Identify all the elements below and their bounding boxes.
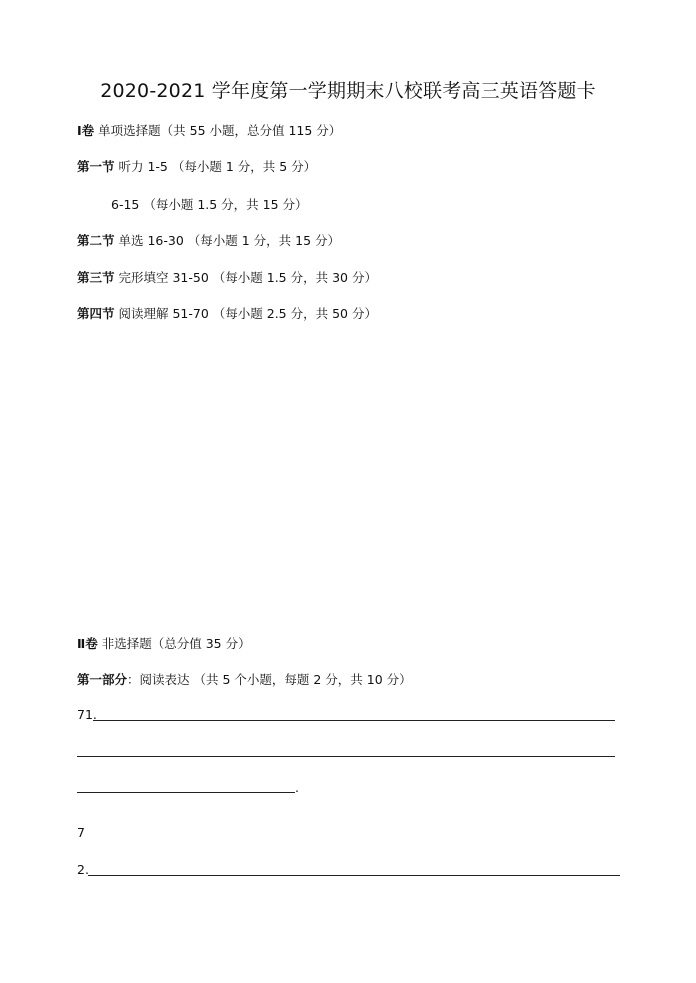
part1-text: 听力 1-5 （每小题 1 分，共 5 分）	[118, 159, 317, 174]
part3-label: 第三节	[77, 270, 115, 285]
section1-heading	[77, 121, 341, 139]
part4-text: 阅读理解 51-70 （每小题 2.5 分，共 50 分）	[118, 306, 377, 321]
q71-answer-line-3[interactable]	[77, 792, 295, 793]
section2-part1-text: ：阅读表达 （共 5 个小题，每题 2 分，共 10 分）	[127, 672, 412, 687]
q71-label: 71.	[77, 707, 97, 722]
q72-label-part-a: 7	[77, 825, 85, 840]
part2-label: 第二节	[77, 233, 115, 248]
page-title: 2020-2021 学年度第一学期期末八校联考高三英语答题卡	[100, 80, 596, 102]
section2-heading	[77, 634, 251, 652]
section2-label: Ⅱ卷	[77, 636, 98, 651]
section2-heading-text: 非选择题（总分值 35 分）	[101, 636, 251, 651]
section2-part1-label: 第一部分	[77, 672, 128, 687]
section1-part1	[77, 157, 316, 175]
section1-heading-text: 单项选择题（共 55 小题，总分值 115 分）	[98, 123, 342, 138]
section1-part2	[77, 231, 340, 249]
q72-answer-line-1[interactable]	[88, 875, 620, 876]
part2-text: 单选 16-30 （每小题 1 分，共 15 分）	[118, 233, 341, 248]
section1-label: Ⅰ卷	[77, 123, 95, 138]
q71-answer-line-1[interactable]	[93, 720, 615, 721]
part1-label: 第一节	[77, 159, 115, 174]
part4-label: 第四节	[77, 306, 115, 321]
section1-part4	[77, 304, 377, 322]
q71-answer-line-2[interactable]	[77, 756, 615, 757]
section1-part3	[77, 268, 377, 286]
section1-part1b: 6-15 （每小题 1.5 分，共 15 分）	[111, 197, 308, 212]
q71-period: .	[295, 780, 299, 795]
part3-text: 完形填空 31-50 （每小题 1.5 分，共 30 分）	[118, 270, 377, 285]
section2-part1	[77, 670, 412, 688]
q72-label-part-b: 2.	[77, 862, 89, 877]
